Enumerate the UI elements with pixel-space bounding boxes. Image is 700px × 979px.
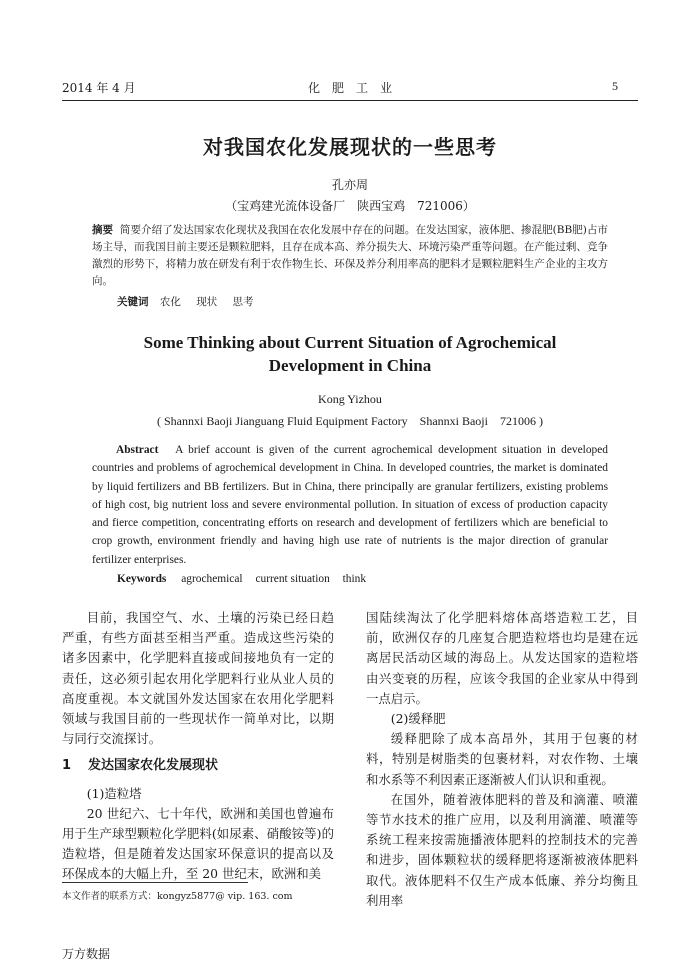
chinese-keyword: 现状: [196, 296, 218, 308]
chinese-abstract: [92, 222, 608, 290]
chinese-abstract-label: 摘要: [92, 224, 114, 236]
section-number: 1: [62, 758, 72, 774]
body-right-column: [366, 608, 638, 911]
header-page-number: 5: [612, 79, 618, 93]
chinese-keywords: [117, 294, 266, 309]
subsection-heading: (1)造粒塔: [86, 785, 142, 801]
english-affiliation: ( Shannxi Baoji Jianguang Fluid Equipment Factory Shannxi Baoji 721006 ): [157, 414, 543, 428]
chinese-author: 孔亦周: [331, 178, 368, 192]
footnote: 本文作者的联系方式：kongyz5877@ vip. 163. com: [62, 891, 293, 902]
header-date: 2014 年 4 月: [62, 81, 136, 95]
english-abstract-label: Abstract: [116, 444, 159, 456]
english-author: Kong Yizhou: [318, 392, 382, 406]
chinese-keywords-label: 关键词: [117, 296, 149, 308]
body-left-column: [62, 608, 334, 885]
english-keyword: current situation: [255, 573, 330, 585]
english-keywords: [117, 573, 376, 585]
chinese-abstract-text: 简要介绍了发达国家农化现状及我国在农化发展中存在的问题。在发达国家，液体肥、掺混肥(BB肥)占市场主导，而我国目前主要还是颗粒肥料，且存在成本高、养分损失大、环境污染严重等问题。在产能过剩、竞争激烈的形势下，将精力放在研发有利于农作物生长、环保及养分利用率高的肥料才是颗粒肥料生产企业的主攻方向。: [92, 224, 609, 287]
english-title: [0, 331, 700, 377]
body-paragraph-continued: 国陆续淘汰了化学肥料熔体高塔造粒工艺，目前，欧洲仅存的几座复合肥造粒塔也均是建在远离居民活动区域的海岛上。从发达国家的造粒塔由兴变衰的历程，应该令我国的企业家从中得到一点启示。: [366, 610, 638, 706]
chinese-keyword: 农化: [159, 296, 181, 308]
section-title: 发达国家农化发展现状: [88, 758, 219, 774]
english-keywords-label: Keywords: [117, 573, 167, 585]
header-rule: [62, 100, 638, 101]
footnote-rule: [62, 882, 248, 883]
header-journal-name: 化肥工业: [307, 81, 404, 95]
english-keyword: agrochemical: [181, 573, 243, 585]
english-title-text: Some Thinking about Current Situation of Agrochemical Development in China: [143, 333, 557, 375]
subsection-heading: (2)缓释肥: [390, 711, 446, 727]
body-paragraph: 在国外，随着液体肥料的普及和滴灌、喷灌等节水技术的推广应用，以及利用滴灌、喷灌等系统工程来按需施播液体肥料的控制技术的完善和进步，固体颗粒状的缓释肥将逐渐被液体肥料取代。液体肥料不仅生产成本低廉、养分均衡且利用率: [366, 791, 638, 908]
chinese-title: 对我国农化发展现状的一些思考: [203, 135, 497, 159]
section-heading: [62, 756, 334, 776]
english-abstract: [92, 441, 608, 569]
english-abstract-text: A brief account is given of the current agrochemical development situation in developed countries and problems of agrochemical development in China. In developed countries, the market is dominated by liquid fertilizers and BB fertilizers. But in China, there principally are granular fertilizers, existing problems of high cost, big nutrient loss and severe environmental pollution. In situation of excess of production capacity and fierce competition, concentrating efforts on research and development of fertilizers which are beneficial to crop growth, environment friendly and having high use rate of nutrients is the major direction of granular fertilizer enterprises.: [92, 444, 608, 566]
chinese-keyword: 思考: [232, 296, 254, 308]
body-paragraph: 20 世纪六、七十年代，欧洲和美国也曾遍布用于生产球型颗粒化学肥料(如尿素、硝酸铵等)的造粒塔，但是随着发达国家环保意识的提高以及环保成本的大幅上升，至 20 世纪末，欧洲和美: [62, 805, 334, 882]
intro-paragraph: 目前，我国空气、水、土壤的污染已经日趋严重，有些方面甚至相当严重。造成这些污染的诸多因素中，化学肥料直接或间接地负有一定的责任，这必须引起农用化学肥料行业从业人员的高度重视。本文就国外发达国家在农用化学肥料领域与我国目前的一些现状作一简单对比，以期与同行交流探讨。: [62, 610, 334, 747]
source-watermark: 万方数据: [62, 947, 111, 961]
chinese-affiliation: （宝鸡建光流体设备厂 陕西宝鸡 721006）: [225, 199, 475, 213]
body-paragraph: 缓释肥除了成本高昂外，其用于包裹的材料，特别是树脂类的包裹材料，对农作物、土壤和水系等不利因素正逐渐被人们认识和重视。: [366, 731, 638, 787]
english-keyword: think: [342, 573, 367, 585]
